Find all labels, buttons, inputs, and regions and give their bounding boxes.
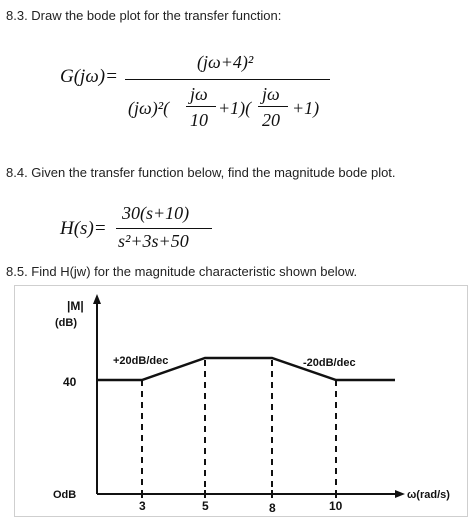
eq83-lhs: G(jω)=	[60, 66, 118, 87]
eq83-den-mid: +1)(	[218, 98, 252, 118]
eq83-den-f2-den: 20	[262, 110, 280, 130]
x-tick-label-3: 3	[139, 499, 146, 513]
y-tick-0db: OdB	[53, 489, 77, 501]
slope-up-label: +20dB/dec	[113, 355, 169, 367]
eq84-fraction-bar	[116, 228, 212, 229]
eq83-den-f1-den: 10	[190, 110, 208, 130]
equation-8-4	[0, 0, 474, 260]
y-axis-label-top: |M|	[67, 299, 84, 313]
eq83-den-f2-num: jω	[262, 84, 280, 104]
x-tick-label-5: 5	[202, 499, 209, 513]
problem-8-5-text: 8.5. Find H(jw) for the magnitude characteristic shown below.	[6, 264, 358, 279]
eq84-lhs: H(s)=	[60, 218, 107, 239]
bode-magnitude-figure	[14, 285, 468, 517]
eq83-den-end: +1)	[292, 98, 320, 118]
x-tick-label-10: 10	[329, 499, 343, 513]
eq83-den-part1: (jω)²(	[128, 98, 170, 118]
eq84-numerator: 30(s+10)	[122, 203, 190, 223]
y-tick-40: 40	[63, 375, 77, 389]
eq83-den-f1-num: jω	[190, 84, 208, 104]
problem-8-4-text: 8.4. Given the transfer function below, find the magnitude bode plot.	[6, 165, 396, 180]
problem-8-3-text: 8.3. Draw the bode plot for the transfer function:	[6, 8, 282, 23]
x-tick-label-8: 8	[269, 501, 276, 515]
x-axis-arrow-icon	[395, 490, 405, 498]
y-axis-label-unit: (dB)	[55, 317, 77, 329]
y-axis-arrow-icon	[93, 294, 101, 304]
eq83-numerator: (jω+4)²	[197, 52, 254, 72]
slope-down-label: -20dB/dec	[303, 357, 356, 369]
bode-magnitude-plot	[15, 286, 467, 516]
eq84-denominator: s²+3s+50	[118, 231, 189, 251]
x-axis-label: ω(rad/s)	[407, 489, 450, 501]
